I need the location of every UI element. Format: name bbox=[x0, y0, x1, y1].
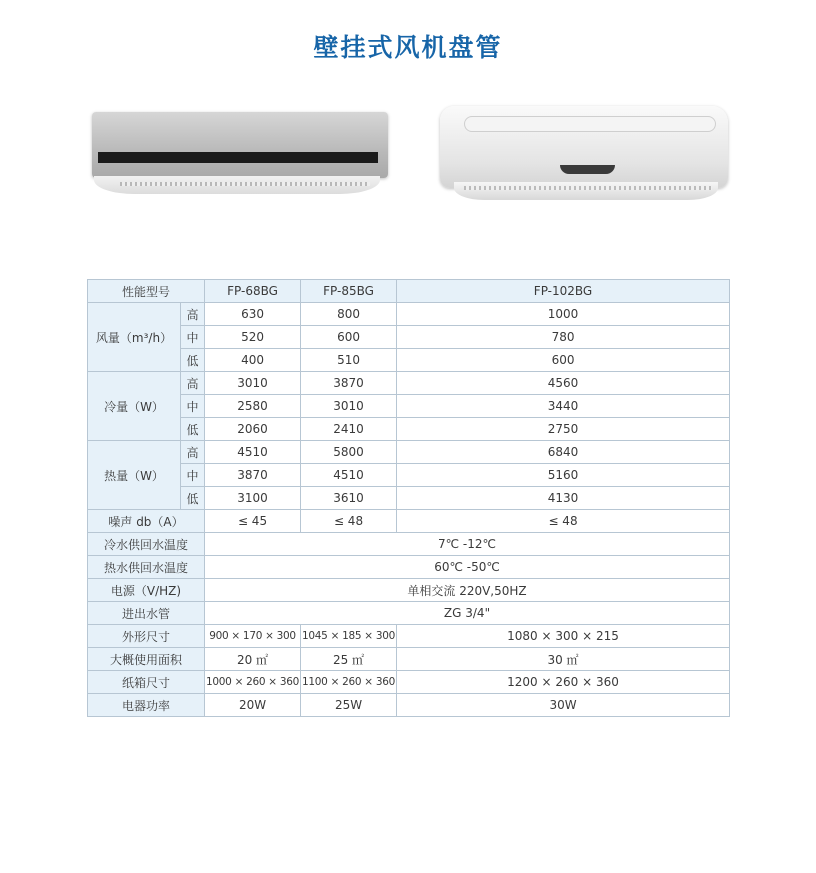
cooling-label: 冷量（W） bbox=[88, 372, 181, 441]
table-row bbox=[88, 556, 730, 579]
model-header-label: 性能型号 bbox=[88, 280, 205, 303]
table-row bbox=[88, 671, 730, 694]
table-cell: 单相交流 220V,50HZ bbox=[205, 579, 730, 602]
model-fp-102bg: FP-102BG bbox=[397, 280, 730, 303]
level-label: 中 bbox=[181, 326, 205, 349]
table-cell: 800 bbox=[301, 303, 397, 326]
area-label: 大概使用面积 bbox=[88, 648, 205, 671]
table-cell: 600 bbox=[301, 326, 397, 349]
dimensions-label: 外形尺寸 bbox=[88, 625, 205, 648]
table-cell: 900 × 170 × 300 bbox=[205, 625, 301, 648]
spec-table bbox=[87, 279, 730, 717]
table-cell: 3440 bbox=[397, 395, 730, 418]
table-cell: 630 bbox=[205, 303, 301, 326]
table-row bbox=[88, 349, 730, 372]
heating-label: 热量（W） bbox=[88, 441, 181, 510]
table-cell: 510 bbox=[301, 349, 397, 372]
hot-water-label: 热水供回水温度 bbox=[88, 556, 205, 579]
table-row bbox=[88, 441, 730, 464]
table-cell: 4560 bbox=[397, 372, 730, 395]
table-row bbox=[88, 464, 730, 487]
level-label: 高 bbox=[181, 303, 205, 326]
table-cell: 25W bbox=[301, 694, 397, 717]
level-label: 高 bbox=[181, 441, 205, 464]
table-cell: 1045 × 185 × 300 bbox=[301, 625, 397, 648]
cold-water-label: 冷水供回水温度 bbox=[88, 533, 205, 556]
table-cell: 7℃ -12℃ bbox=[205, 533, 730, 556]
table-cell: 5160 bbox=[397, 464, 730, 487]
table-cell: 4510 bbox=[205, 441, 301, 464]
table-cell: 2060 bbox=[205, 418, 301, 441]
table-row bbox=[88, 510, 730, 533]
table-row bbox=[88, 533, 730, 556]
level-label: 低 bbox=[181, 349, 205, 372]
level-label: 高 bbox=[181, 372, 205, 395]
flat-panel-fan-coil-image bbox=[90, 110, 390, 196]
table-cell: 25 ㎡ bbox=[301, 648, 397, 671]
table-row bbox=[88, 487, 730, 510]
table-cell: 20 ㎡ bbox=[205, 648, 301, 671]
table-row bbox=[88, 579, 730, 602]
table-cell: 600 bbox=[397, 349, 730, 372]
table-cell: 5800 bbox=[301, 441, 397, 464]
table-cell: 3010 bbox=[301, 395, 397, 418]
table-cell: 60℃ -50℃ bbox=[205, 556, 730, 579]
pipe-label: 进出水管 bbox=[88, 602, 205, 625]
table-cell: 3870 bbox=[301, 372, 397, 395]
power-supply-label: 电源（V/HZ) bbox=[88, 579, 205, 602]
carton-label: 纸箱尺寸 bbox=[88, 671, 205, 694]
table-row bbox=[88, 694, 730, 717]
table-cell: 1100 × 260 × 360 bbox=[301, 671, 397, 694]
noise-label: 噪声 db（A） bbox=[88, 510, 205, 533]
table-cell: 400 bbox=[205, 349, 301, 372]
page-title: 壁挂式风机盘管 bbox=[313, 33, 503, 62]
table-row bbox=[88, 326, 730, 349]
table-cell: 520 bbox=[205, 326, 301, 349]
table-cell: 3610 bbox=[301, 487, 397, 510]
table-cell: 3010 bbox=[205, 372, 301, 395]
table-cell: 6840 bbox=[397, 441, 730, 464]
table-cell: ≤ 48 bbox=[397, 510, 730, 533]
model-fp-68bg: FP-68BG bbox=[205, 280, 301, 303]
table-cell: ≤ 48 bbox=[301, 510, 397, 533]
table-cell: 20W bbox=[205, 694, 301, 717]
table-cell: ZG 3/4" bbox=[205, 602, 730, 625]
table-header-row bbox=[88, 280, 730, 303]
table-row bbox=[88, 395, 730, 418]
table-cell: ≤ 45 bbox=[205, 510, 301, 533]
airflow-label: 风量（m³/h） bbox=[88, 303, 181, 372]
table-row bbox=[88, 372, 730, 395]
level-label: 中 bbox=[181, 395, 205, 418]
table-cell: 4130 bbox=[397, 487, 730, 510]
table-cell: 4510 bbox=[301, 464, 397, 487]
table-row bbox=[88, 418, 730, 441]
table-cell: 1000 × 260 × 360 bbox=[205, 671, 301, 694]
rounded-fan-coil-image bbox=[440, 106, 730, 204]
table-cell: 30 ㎡ bbox=[397, 648, 730, 671]
table-cell: 3870 bbox=[205, 464, 301, 487]
table-cell: 3100 bbox=[205, 487, 301, 510]
table-row bbox=[88, 625, 730, 648]
table-cell: 2580 bbox=[205, 395, 301, 418]
model-fp-85bg: FP-85BG bbox=[301, 280, 397, 303]
table-cell: 1000 bbox=[397, 303, 730, 326]
table-cell: 1080 × 300 × 215 bbox=[397, 625, 730, 648]
table-cell: 2410 bbox=[301, 418, 397, 441]
table-cell: 1200 × 260 × 360 bbox=[397, 671, 730, 694]
level-label: 低 bbox=[181, 487, 205, 510]
table-row bbox=[88, 602, 730, 625]
table-cell: 30W bbox=[397, 694, 730, 717]
table-row bbox=[88, 303, 730, 326]
table-row bbox=[88, 648, 730, 671]
table-cell: 780 bbox=[397, 326, 730, 349]
table-cell: 2750 bbox=[397, 418, 730, 441]
level-label: 中 bbox=[181, 464, 205, 487]
level-label: 低 bbox=[181, 418, 205, 441]
power-label: 电器功率 bbox=[88, 694, 205, 717]
